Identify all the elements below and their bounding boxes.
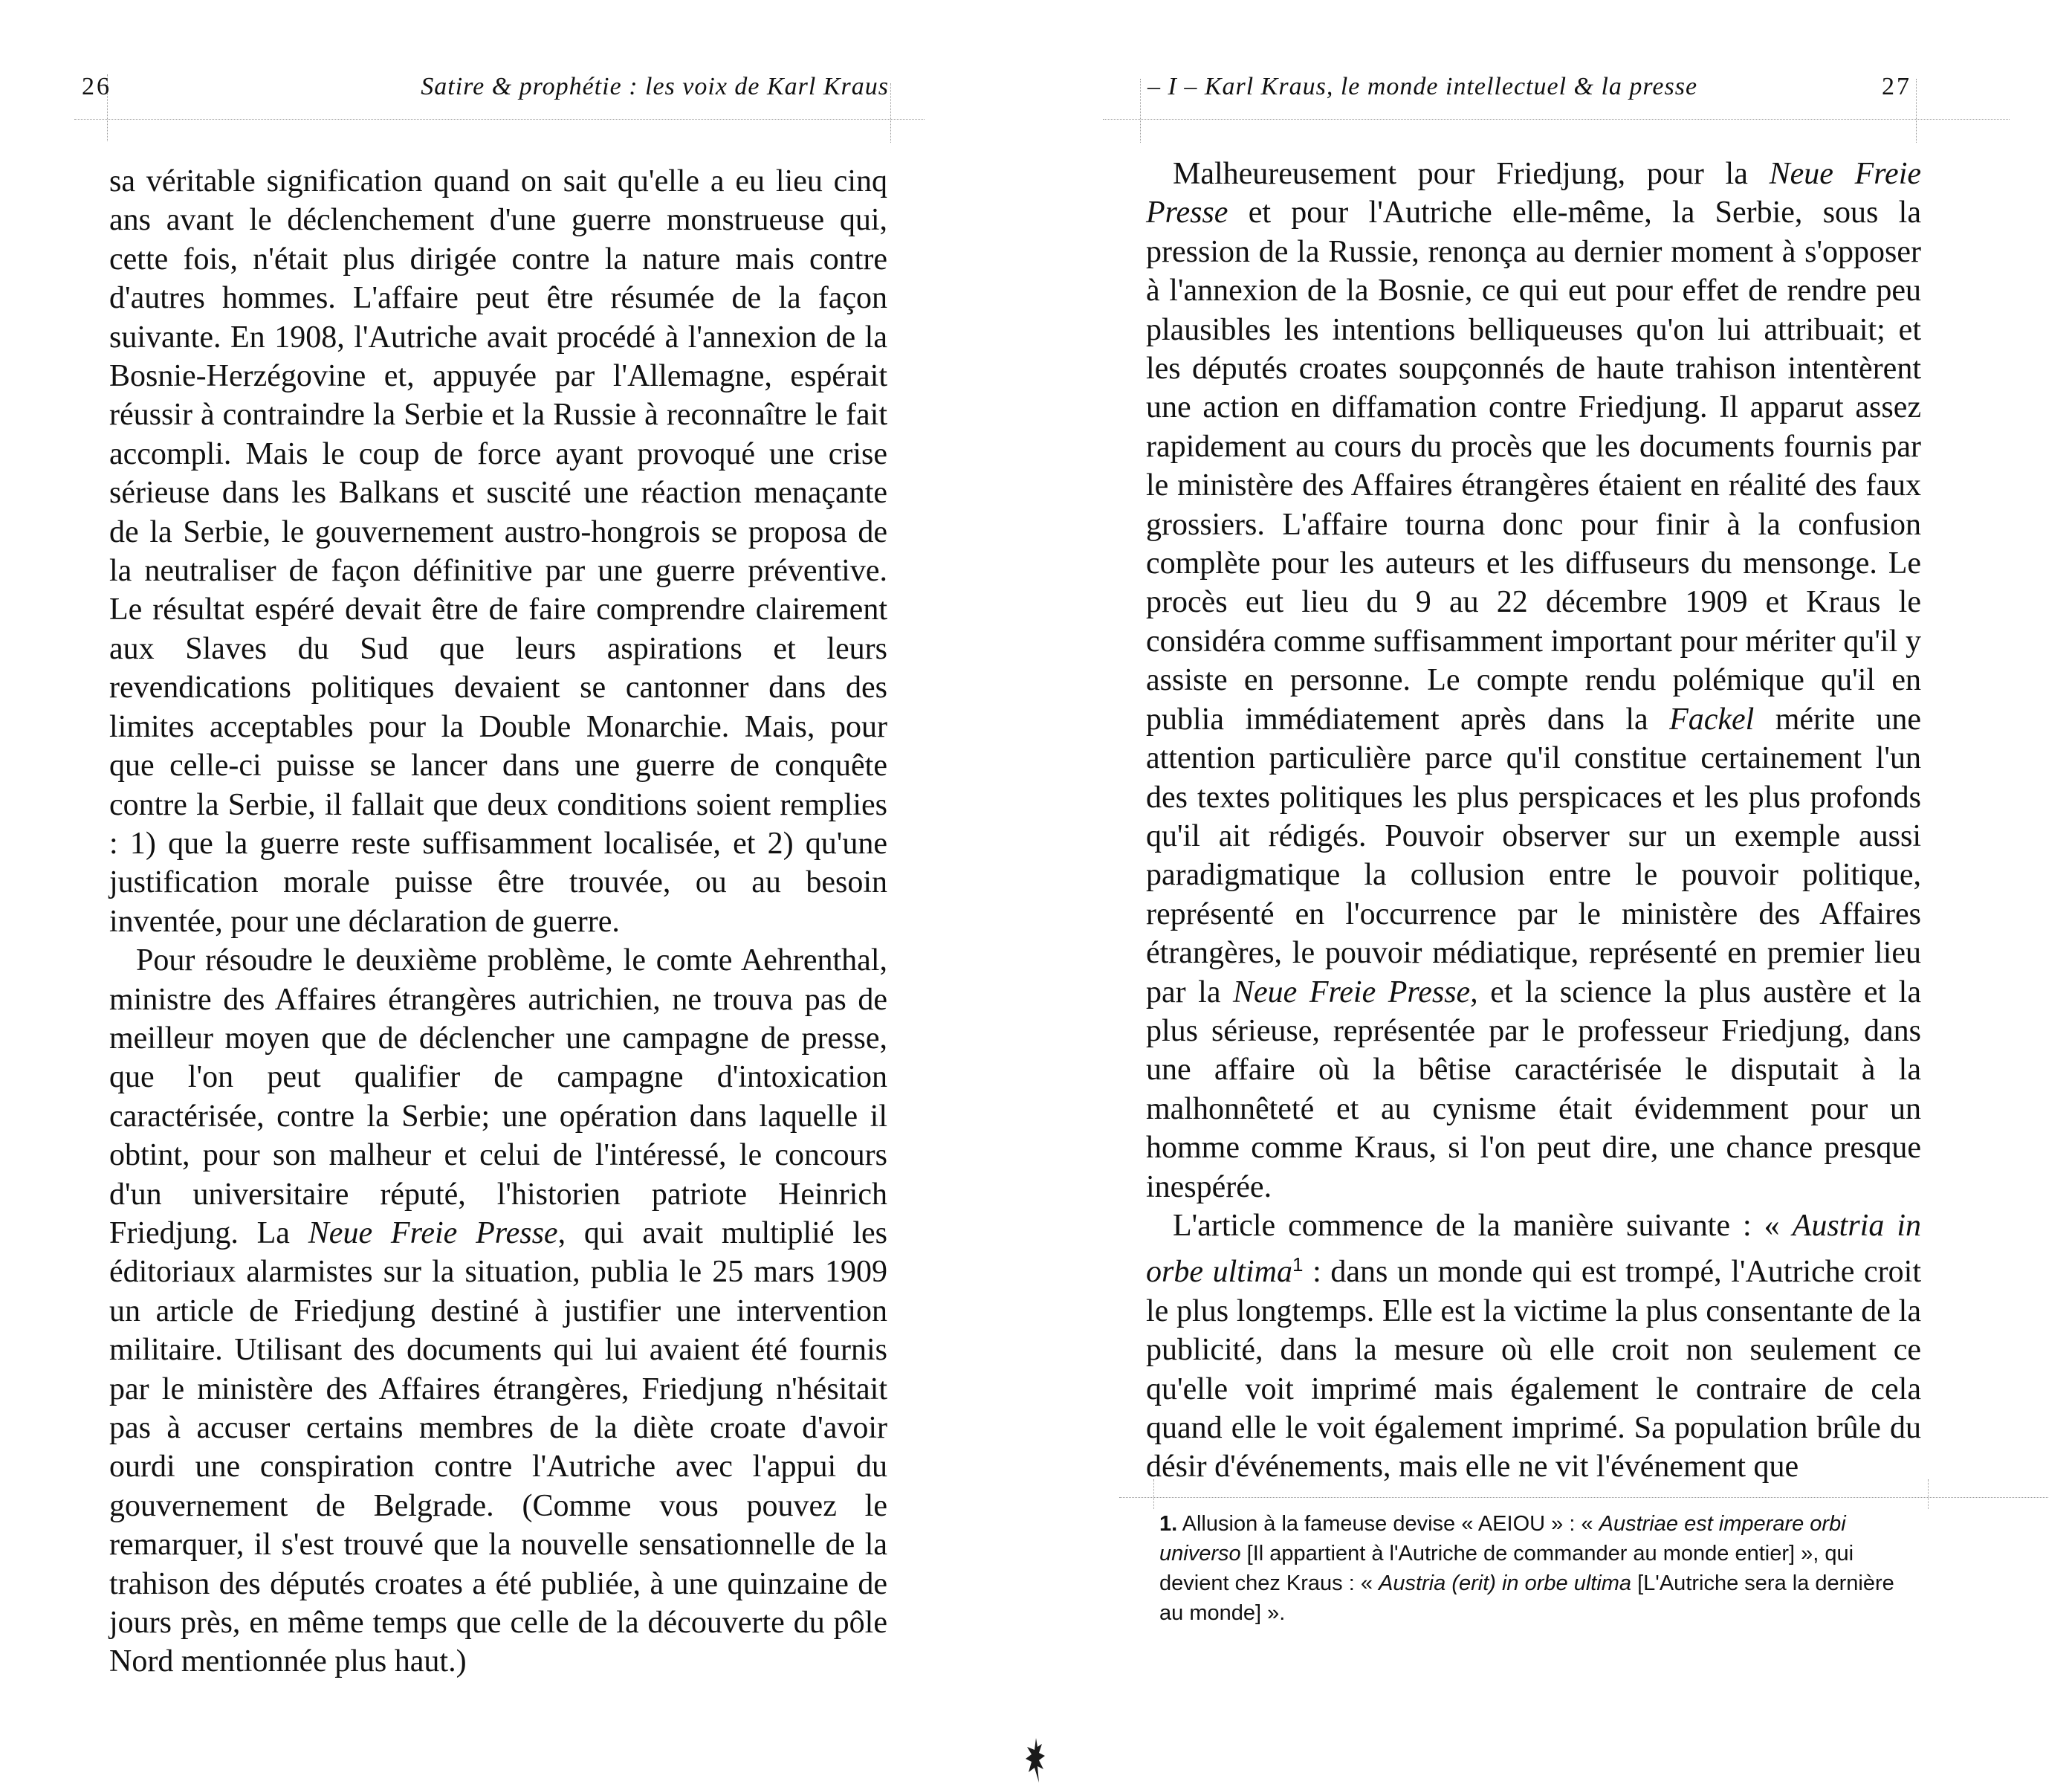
text-run: [Il appartient à l'Autriche de commander au monde entier] », qui devient chez Kraus : «: [1159, 1542, 1854, 1595]
footnote-number: 1.: [1159, 1512, 1178, 1536]
crop-mark: [1140, 79, 1141, 143]
footnote-reference: 1: [1292, 1253, 1304, 1276]
spine-mark-icon: [1023, 1736, 1049, 1784]
paragraph: sa véritable signification quand on sait qu'elle a eu lieu cinq ans avant le déclenchement d'une guerre monstrueuse qui, cette fois, n'était plus dirigée contre la nature mais contre d'autres hommes. L'affaire peut être résumée de la façon suivante. En 1908, l'Autriche avait procédé à l'annexion de la Bosnie-Herzégovine et, appuyée par l'Allemagne, espérait réussir à contraindre la Serbie et la Russie à reconnaître le fait accompli. Mais le coup de force ayant provoqué une crise sérieuse dans les Balkans et suscité une réaction menaçante de la Serbie, le gouvernement austro-hongrois se proposa de la neutraliser de façon définitive par une guerre préventive. Le résultat espéré devait être de faire comprendre clairement aux Slaves du Sud que leurs aspirations et leurs revendications politiques devaient se cantonner dans des limites acceptables pour la Double Monarchie. Mais, pour que celle-ci puisse se lancer dans une guerre de conquête contre la Serbie, il fallait que deux conditions soient remplies : 1) que la guerre reste suffisamment localisée, et 2) qu'une justification morale puisse être trouvée, ou au besoin inventée, pour une déclaration de guerre.: [109, 164, 887, 939]
text-run: L'article commence de la manière suivante : «: [1173, 1208, 1793, 1243]
paragraph: [1146, 1206, 1921, 1487]
running-header-left: [82, 73, 899, 110]
text-run: Pour résoudre le deuxième problème, le comte Aehrenthal, ministre des Affaires étrangères autrichien, ne trouva pas de meilleur moyen que de déclencher une campagne de presse, que l'on peut qualifier de campagne d'intoxication caractérisée, contre la Serbie; une opération dans laquelle il obtint, pour son malheur et celui de l'intéressé, le concours d'un universitaire réputé, l'historien patriote Heinrich Friedjung. La: [109, 943, 887, 1250]
header-rule: [1103, 119, 2010, 120]
italic-quote: Austriae est imperare orbi universo: [1159, 1512, 1846, 1566]
running-header-right: [1147, 73, 1916, 110]
paragraph: [1146, 155, 1921, 1206]
running-head-title: – I – Karl Kraus, le monde intellectuel & la presse: [1147, 73, 1698, 100]
header-rule: [74, 119, 925, 120]
crop-mark: [1153, 1479, 1154, 1509]
italic-quote: Austria (erit) in orbe ultima: [1379, 1571, 1632, 1595]
right-page: [1036, 0, 2072, 1790]
italic-title: Neue Freie Presse: [1146, 157, 1922, 230]
footnote: [1159, 1509, 1917, 1628]
page-number: 26: [82, 73, 111, 100]
body-text-left: [109, 162, 887, 1681]
text-run: , qui avait multiplié les éditoriaux alarmistes sur la situation, publia le 25 mars 1909 un article de Friedjung destiné à justifier une intervention militaire. Utilisant des documents qui lui avaient été fournis par le ministère des Affaires étrangères, Friedjung n'hésitait pas à accuser certains membres de la diète croate d'avoir ourdi une conspiration contre l'Autriche avec l'appui du gouvernement de Belgrade. (Comme vous pouvez le remarquer, il s'est trouvé que la nouvelle sensationnelle de la trahison des députés croates a été publiée, à une quinzaine de jours près, en même temps que celle de la découverte du pôle Nord mentionnée plus haut.): [109, 1215, 888, 1679]
body-text-right: [1146, 155, 1921, 1487]
crop-mark: [1928, 1479, 1929, 1509]
crop-mark: [1916, 79, 1917, 143]
text-run: mérite une attention particulière parce qu'il constitue certainement l'un des textes politiques les plus perspicaces et les plus profonds qu'il ait rédigés. Pouvoir observer sur un exemple aussi paradigmatique la collusion entre le pouvoir politique, représenté en l'occurrence par le ministère des Affaires étrangères, le pouvoir médiatique, représenté en premier lieu par la: [1146, 702, 1921, 1009]
page-number: 27: [1882, 73, 1911, 100]
italic-title: Fackel: [1669, 702, 1755, 737]
paragraph: [109, 941, 887, 1681]
text-run: Malheureusement pour Friedjung, pour la: [1173, 157, 1770, 191]
text-run: : dans un monde qui est trompé, l'Autriche croit le plus longtemps. Elle est la victime la plus consentante de la publicité, dans la mesure où elle croit non seulement ce qu'elle voit imprimé mais également le contraire de cela quand elle le voit également imprimé. Sa population brûle du désir d'événements, mais elle ne vit l'événement que: [1146, 1255, 1922, 1484]
italic-quote: Austria in orbe ultima: [1146, 1208, 1921, 1290]
italic-title: Neue Freie Presse: [308, 1215, 558, 1250]
running-head-title: Satire & prophétie : les voix de Karl Kraus: [421, 73, 889, 100]
footnote-rule: [1119, 1497, 2048, 1498]
text-run: [L'Autriche sera la dernière au monde] ».: [1159, 1571, 1894, 1625]
text-run: et pour l'Autriche elle-même, la Serbie, sous la pression de la Russie, renonça au dernier moment à s'opposer à l'annexion de la Bosnie, ce qui eut pour effet de rendre peu plausibles les intentions belliqueuses qu'on lui attribuait; et les députés croates soupçonnés de haute trahison intentèrent une action en diffamation contre Friedjung. Il apparut assez rapidement au cours du procès que les documents fournis par le ministère des Affaires étrangères étaient en réalité des faux grossiers. L'affaire tourna donc pour finir à la confusion complète pour les auteurs et les diffuseurs du mensonge. Le procès eut lieu du 9 au 22 décembre 1909 et Kraus le considéra comme suffisamment important pour mériter qu'il y assiste en personne. Le compte rendu polémique qu'il en publia immédiatement après dans la: [1146, 196, 1921, 737]
text-run: Allusion à la fameuse devise « AEIOU » : «: [1177, 1512, 1599, 1536]
text-run: et la science la plus austère et la plus sérieuse, représentée par le professeur Friedjung, dans une affaire où la bêtise caractérisée le disputait à la malhonnêteté et au cynisme était évidemment pour un homme comme Kraus, si l'on peut dire, une chance presque inespérée.: [1146, 975, 1921, 1204]
italic-title: Neue Freie Presse,: [1233, 975, 1478, 1009]
